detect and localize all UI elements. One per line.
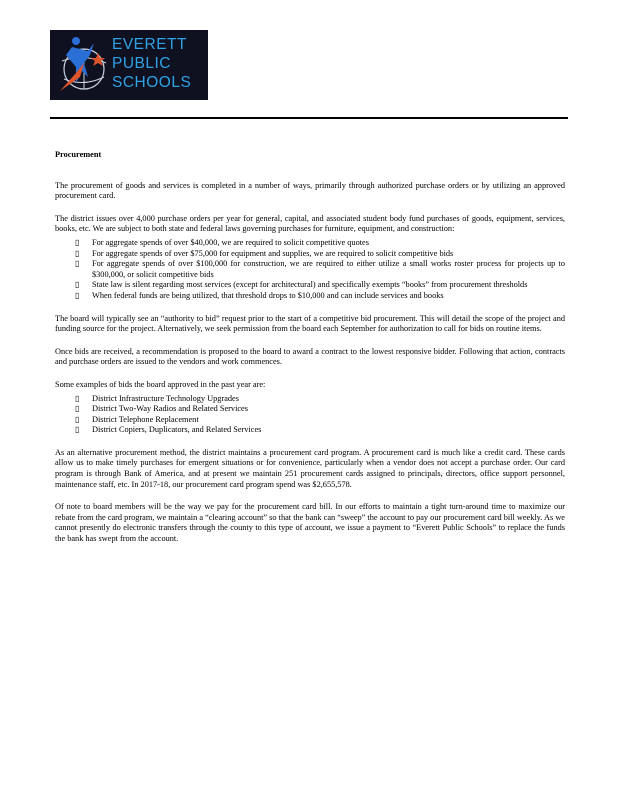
logo-wordmark <box>112 35 191 92</box>
bullet-icon: ▯ <box>75 290 80 300</box>
district-logo <box>50 30 208 100</box>
bullet-icon: ▯ <box>75 259 80 269</box>
list-item: ▯ When federal funds are being utilized, that threshold drops to $10,000 and can include services and books <box>75 290 444 300</box>
header-divider <box>50 117 568 119</box>
paragraph-procurement-card: As an alternative procurement method, the district maintains a procurement card program. A procurement card is much like a credit card. These cards allow us to make timely purchases for emergent situations or for convenience, particularly when a vendor does not accept a purchase order. Our card program is through Bank of America, and at present we maintain 251 procurement cards assigned to principals, directors, office support personnel, maintenance staff, etc. In 2017-18, our procurement card program spend was $2,655,578. <box>55 447 565 489</box>
bullet-icon: ▯ <box>75 248 80 258</box>
paragraph-authority-to-bid: The board will typically see an “authority to bid” request prior to the start of a competitive bid procurement. This will detail the scope of the project and funding source for the project. Alternatively, we seek permission from the board each September for authorization to call for bids on routine items. <box>55 313 565 334</box>
list-item: ▯ District Two-Way Radios and Related Services <box>75 404 248 414</box>
list-item: ▯ District Infrastructure Technology Upgrades <box>75 393 239 403</box>
list-item: ▯ District Copiers, Duplicators, and Related Services <box>75 425 262 435</box>
logo-line-3: SCHOOLS <box>112 74 192 91</box>
list-item: ▯ State law is silent regarding most services (except for architectural) and specifically exempts “books” from procurement thresholds <box>75 280 528 290</box>
bullet-icon: ▯ <box>75 425 80 435</box>
bid-examples-list <box>55 394 565 436</box>
list-item: ▯ For aggregate spends of over $75,000 for equipment and supplies, we are required to solicit competitive bids <box>75 248 454 258</box>
logo-line-2: PUBLIC <box>112 55 171 72</box>
paragraph-purchase-orders: The district issues over 4,000 purchase orders per year for general, capital, and associated student body fund purchases of goods, equipment, services, books, etc. We are subject to both state and federal laws governing purchases for furniture, equipment, and construction: <box>55 213 565 234</box>
logo-line-1: EVERETT <box>112 36 187 53</box>
bullet-icon: ▯ <box>75 280 80 290</box>
bullet-icon: ▯ <box>75 237 80 247</box>
list-item: ▯ For aggregate spends of over $100,000 for construction, we are required to either utilize a small works roster process for projects up to $300,000, or solicit competitive bids <box>75 259 565 279</box>
bullet-icon: ▯ <box>75 393 80 403</box>
list-item: ▯ District Telephone Replacement <box>75 414 199 424</box>
bullet-icon: ▯ <box>75 414 80 424</box>
star-figure-icon <box>54 33 110 97</box>
paragraph-bid-award: Once bids are received, a recommendation is proposed to the board to award a contract to the lowest responsive bidder. Following that action, contracts and purchase orders are issued to the vendors and work commences. <box>55 346 565 367</box>
section-heading: Procurement <box>55 150 102 159</box>
document-body <box>55 150 565 557</box>
bullet-icon: ▯ <box>75 404 80 414</box>
paragraph-card-payment: Of note to board members will be the way we pay for the procurement card bill. In our efforts to maintain a tight turn-around time to maximize our rebate from the card program, we maintain a “clearing account” so that the bank can “sweep” the account to pay our procurement card bill weekly. As we cannot presently do electronic transfers through the county to this type of account, we issue a payment to “Everett Public Schools” to replace the funds the bank has swept from the account. <box>55 502 565 544</box>
list-item: ▯ For aggregate spends of over $40,000, we are required to solicit competitive quotes <box>75 237 369 247</box>
paragraph-intro: The procurement of goods and services is completed in a number of ways, primarily through authorized purchase orders or by utilizing an approved procurement card. <box>55 180 565 201</box>
threshold-list <box>55 238 565 302</box>
paragraph-bid-examples: Some examples of bids the board approved in the past year are: <box>55 379 266 389</box>
